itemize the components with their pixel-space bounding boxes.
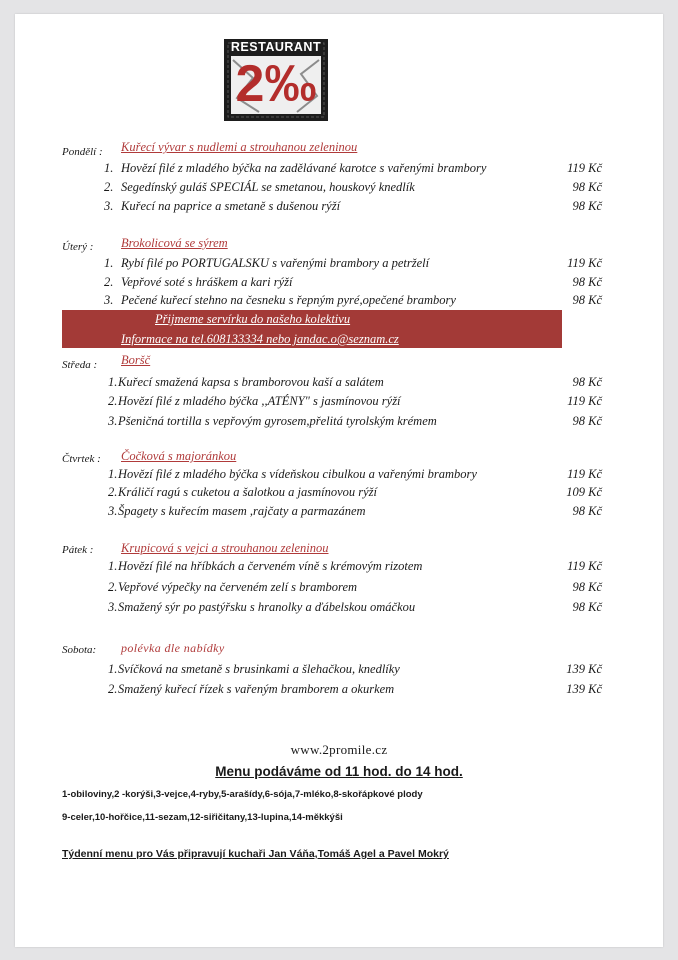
dish-name: Pšeničná tortilla s vepřovým gyrosem,přelitá tyrolským krémem	[118, 414, 437, 428]
dish-number: 2.	[108, 682, 118, 696]
dish-price: 98 Kč	[572, 414, 602, 428]
dish-number: 1.	[108, 467, 118, 481]
serving-hours-text: Menu podáváme od 11 hod. do 14 hod.	[215, 764, 463, 779]
job-offer-text: Přijmeme servírku do našeho kolektivu	[155, 312, 351, 326]
dish-number: 2.	[108, 580, 118, 594]
dish-name: Králičí ragú s cuketou a šalotkou a jasmínovou rýží	[118, 485, 378, 499]
dish-number: 1.	[108, 559, 118, 573]
dish-name: Hovězí filé z mladého býčka s vídeňskou cibulkou a vařenými brambory	[118, 467, 477, 481]
dish-name: Hovězí filé z mladého býčka ,,ATÉNY" s jasmínovou rýží	[118, 394, 401, 408]
dish-name: Segedínský guláš SPECIÁL se smetanou, houskový knedlík	[121, 180, 415, 194]
job-offer-banner	[62, 310, 562, 348]
dish-number: 1.	[104, 256, 114, 270]
soup-wednesday: Boršč	[121, 353, 151, 367]
dish-price: 139 Kč	[566, 662, 602, 676]
soup-friday: Krupicová s vejci a strouhanou zeleninou	[121, 541, 329, 555]
dish-name: Rybí filé po PORTUGALSKU s vařenými brambory a petrželí	[121, 256, 430, 270]
dish-name: Kuřecí na paprice a smetaně s dušenou rýží	[121, 199, 341, 213]
day-label-friday: Pátek :	[62, 544, 94, 556]
dish-name: Vepřové soté s hráškem a kari rýží	[121, 275, 293, 289]
dish-price: 119 Kč	[567, 467, 602, 481]
dish-number: 1.	[104, 161, 114, 175]
day-label-monday: Pondělí :	[62, 146, 103, 158]
allergens-line-2: 9-celer,10-hořčice,11-sezam,12-siřičitany,13-lupina,14-měkkýši	[62, 812, 343, 823]
dish-price: 98 Kč	[572, 293, 602, 307]
dish-number: 3.	[108, 414, 118, 428]
dish-number: 3.	[104, 199, 114, 213]
dish-number: 1.	[108, 375, 118, 389]
dish-number: 2.	[108, 485, 118, 499]
dish-name: Vepřové výpečky na červeném zelí s bramborem	[118, 580, 358, 594]
day-label-tuesday: Úterý :	[62, 241, 94, 253]
dish-name: Hovězí filé na hříbkách a červeném víně s krémovým rizotem	[118, 559, 423, 573]
dish-price: 109 Kč	[566, 485, 602, 499]
dish-name: Hovězí filé z mladého býčka na zadělávané karotce s vařenými brambory	[121, 161, 487, 175]
logo-top-text: RESTAURANT	[230, 40, 322, 54]
day-label-wednesday: Středa :	[62, 359, 98, 371]
dish-price: 98 Kč	[572, 275, 602, 289]
soup-thursday: Čočková s majoránkou	[121, 449, 237, 463]
dish-name: Pečené kuřecí stehno na česneku s řepným pyré,opečené brambory	[121, 293, 456, 307]
dish-name: Kuřecí smažená kapsa s bramborovou kaší a salátem	[118, 375, 384, 389]
logo-main-text: 2‰	[235, 55, 317, 113]
day-label-saturday: Sobota:	[62, 644, 97, 656]
dish-number: 3.	[104, 293, 114, 307]
allergens-line-1: 1-obiloviny,2 -korýši,3-vejce,4-ryby,5-arašídy,6-sója,7-mléko,8-skořápkové plody	[62, 789, 423, 800]
dish-number: 3.	[108, 600, 118, 614]
day-label-thursday: Čtvrtek :	[62, 453, 101, 465]
dish-price: 98 Kč	[572, 600, 602, 614]
dish-price: 98 Kč	[572, 504, 602, 518]
chefs-note: Týdenní menu pro Vás připravují kuchaři Jan Váňa,Tomáš Agel a Pavel Mokrý	[62, 848, 449, 860]
dish-number: 2.	[104, 275, 114, 289]
dish-price: 119 Kč	[567, 394, 602, 408]
dish-number: 3.	[108, 504, 118, 518]
dish-price: 139 Kč	[566, 682, 602, 696]
dish-name: Smažený sýr po pastýřsku s hranolky a ďábelskou omáčkou	[118, 600, 416, 614]
dish-price: 98 Kč	[572, 180, 602, 194]
dish-price: 98 Kč	[572, 580, 602, 594]
dish-number: 2.	[104, 180, 114, 194]
soup-monday: Kuřecí vývar s nudlemi a strouhanou zeleninou	[121, 140, 358, 154]
dish-name: Svíčková na smetaně s brusinkami a šlehačkou, knedlíky	[118, 662, 400, 676]
dish-number: 2.	[108, 394, 118, 408]
dish-price: 98 Kč	[572, 375, 602, 389]
dish-price: 119 Kč	[567, 559, 602, 573]
dish-price: 119 Kč	[567, 256, 602, 270]
job-contact-text: Informace na tel.608133334 nebo jandac.o@seznam.cz	[121, 332, 399, 346]
restaurant-logo	[223, 38, 329, 122]
soup-saturday: polévka dle nabídky	[121, 641, 225, 655]
dish-price: 98 Kč	[572, 199, 602, 213]
dish-number: 1.	[108, 662, 118, 676]
soup-tuesday: Brokolicová se sýrem	[121, 236, 228, 250]
website-text: www.2promile.cz	[290, 742, 388, 757]
dish-name: Smažený kuřecí řízek s vařeným bramborem a okurkem	[118, 682, 395, 696]
dish-price: 119 Kč	[567, 161, 602, 175]
dish-name: Špagety s kuřecím masem ,rajčaty a parmazánem	[118, 504, 366, 518]
